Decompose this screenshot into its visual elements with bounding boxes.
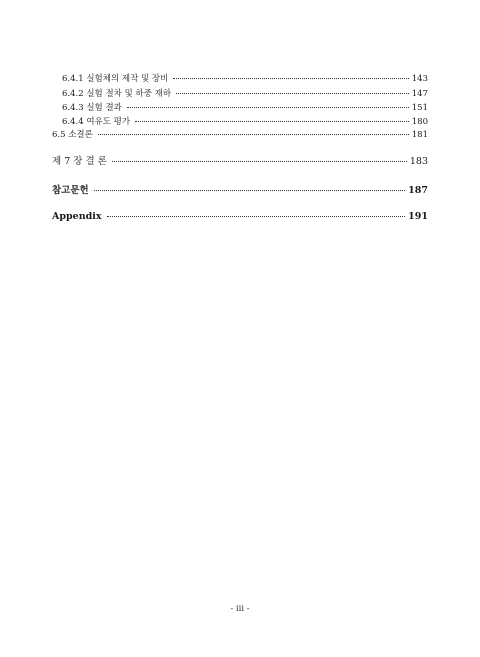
toc-entry-6-4-4 [62, 115, 428, 127]
dot-leader [127, 107, 409, 108]
toc-entry-label: 6.5 소결론 [52, 130, 93, 140]
toc-entry-chapter-7 [52, 153, 428, 167]
toc-entry-page: 147 [411, 89, 428, 99]
toc-entry-references [52, 182, 428, 196]
dot-leader [135, 121, 409, 122]
toc-entry-label: Appendix [52, 211, 102, 222]
toc-entry-page: 191 [408, 211, 428, 222]
toc-entry-page: 181 [411, 130, 428, 140]
dot-leader [112, 161, 407, 162]
toc-entry-page: 151 [411, 103, 428, 113]
toc-entry-label: 참고문헌 [52, 185, 89, 196]
toc-entry-label: 6.4.2 실험 절차 및 하중 재하 [62, 89, 172, 99]
toc-entry-6-4-1 [62, 72, 428, 84]
toc-entry-page: 183 [409, 156, 428, 167]
toc-entry-page: 180 [411, 117, 428, 127]
dot-leader [173, 78, 408, 79]
dot-leader [98, 134, 409, 135]
toc-entry-appendix [52, 211, 428, 225]
dot-leader [107, 216, 406, 217]
toc-entry-label: 6.4.4 여유도 평가 [62, 117, 131, 127]
toc-entry-page: 143 [411, 74, 428, 84]
toc-entry-6-4-3 [62, 101, 428, 113]
toc-entry-label: 제 7 장 결 론 [52, 156, 107, 167]
toc-entry-6-4-2 [62, 87, 428, 99]
dot-leader [176, 93, 409, 94]
dot-leader [94, 190, 405, 191]
toc-entry-label: 6.4.3 실험 결과 [62, 103, 122, 113]
page-number: - iii - [230, 604, 250, 614]
toc-entry-6-5 [52, 128, 428, 140]
toc-entry-label: 6.4.1 실험체의 제작 및 장비 [62, 74, 169, 84]
toc-entry-page: 187 [408, 185, 428, 196]
